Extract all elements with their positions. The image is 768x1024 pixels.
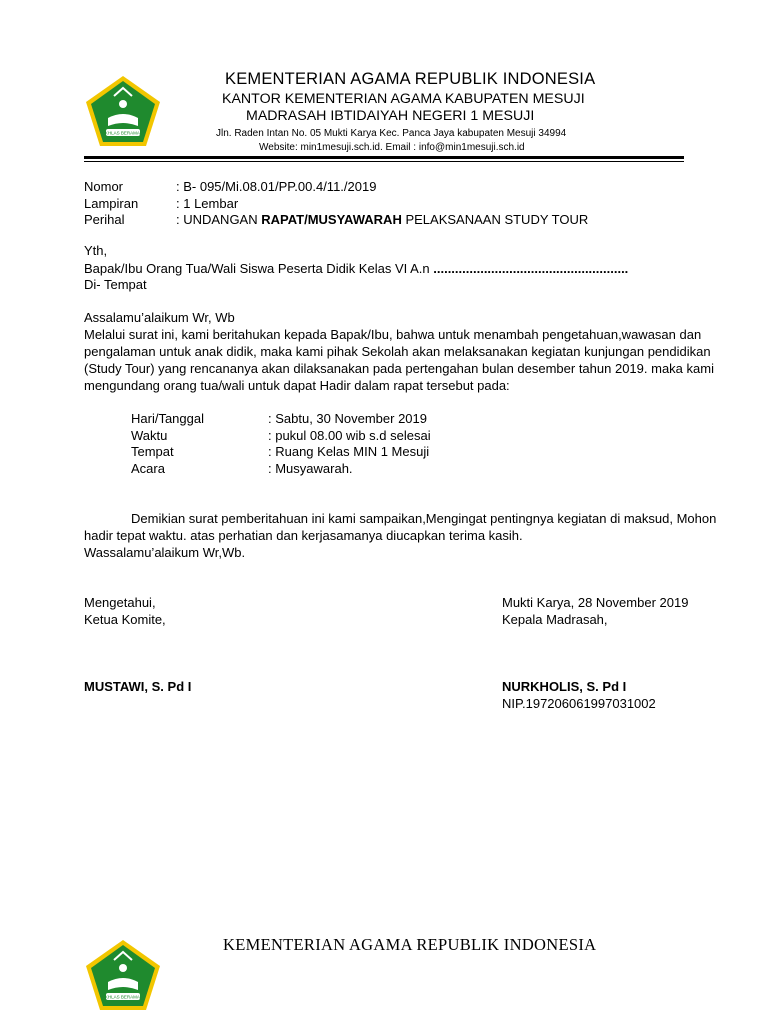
letterhead-office: KANTOR KEMENTERIAN AGAMA KABUPATEN MESUJI [222,91,585,107]
detail-label: Tempat [131,444,174,459]
sign-left-line-2: Ketua Komite, [84,612,166,627]
closing-line-1: Demikian surat pemberitahuan ini kami sampaikan,Mengingat pentingnya kegiatan di maksud, Mohon [131,511,717,526]
letterhead-contact: Website: min1mesuji.sch.id. Email : info@min1mesuji.sch.id [259,142,525,153]
footer-ministry-title: KEMENTERIAN AGAMA REPUBLIK INDONESIA [223,935,597,954]
perihal-bold: RAPAT/MUSYAWARAH [261,212,402,227]
closing-line-2: hadir tepat waktu. atas perhatian dan kerjasamanya diucapkan terima kasih. [84,528,523,543]
recipient-name: Bapak/Ibu Orang Tua/Wali Siswa Peserta Didik Kelas VI A.n [84,261,434,276]
salutation-yth: Yth, [84,243,108,258]
detail-value: : Musyawarah. [268,461,353,476]
recipient-line [84,261,628,278]
ministry-logo-bottom-icon [84,938,162,1012]
sign-right-name: NURKHOLIS, S. Pd I [502,679,627,694]
intro-line-4: mengundang orang tua/wali untuk dapat Hadir dalam rapat tersebut pada: [84,378,510,393]
letterhead-divider-thick [84,156,684,159]
sign-right-nip: NIP.197206061997031002 [502,696,656,711]
intro-line-1: Melalui surat ini, kami beritahukan kepada Bapak/Ibu, bahwa untuk menambah pengetahuan,wawasan dan [84,327,702,342]
sign-right-line-1: Mukti Karya, 28 November 2019 [502,595,689,610]
lampiran-value: : 1 Lembar [176,196,239,211]
perihal-label: Perihal [84,212,125,227]
perihal-value [176,212,588,227]
sign-left-name: MUSTAWI, S. Pd I [84,679,192,694]
letterhead-school: MADRASAH IBTIDAIYAH NEGERI 1 MESUJI [246,108,535,124]
logo-ribbon-text: IKHLAS BERAMAL [103,130,143,136]
detail-value: : pukul 08.00 wib s.d selesai [268,428,431,443]
closing-line-3: Wassalamu’alaikum Wr,Wb. [84,545,246,560]
detail-value: : Ruang Kelas MIN 1 Mesuji [268,444,430,459]
recipient-place: Di- Tempat [84,277,147,292]
detail-value: : Sabtu, 30 November 2019 [268,411,427,426]
letterhead-divider-thin [84,161,684,162]
lampiran-label: Lampiran [84,196,139,211]
nomor-value: : B- 095/Mi.08.01/PP.00.4/11./2019 [176,179,377,194]
detail-label: Acara [131,461,165,476]
sign-left-line-1: Mengetahui, [84,595,156,610]
sign-right-line-2: Kepala Madrasah, [502,612,608,627]
intro-line-2: pengalaman untuk anak didik, maka kami pihak Sekolah akan melaksanakan kegiatan kunjungan pendidikan [84,344,711,359]
intro-line-3: (Study Tour) yang rencananya akan dilaksanakan pada pertengahan bulan desember tahun 2019. maka kami [84,361,714,376]
perihal-suffix: PELAKSANAAN STUDY TOUR [401,212,589,227]
letterhead-address: Jln. Raden Intan No. 05 Mukti Karya Kec. Panca Jaya kabupaten Mesuji 34994 [216,128,567,139]
nomor-label: Nomor [84,179,124,194]
logo-ribbon-text-bottom: IKHLAS BERAMAL [103,994,143,1000]
perihal-prefix: : UNDANGAN [176,212,262,227]
detail-label: Hari/Tanggal [131,411,204,426]
detail-label: Waktu [131,428,168,443]
letterhead-ministry: KEMENTERIAN AGAMA REPUBLIK INDONESIA [225,70,596,88]
ministry-logo-icon [84,74,162,148]
recipient-blank: ...................................................... [433,261,629,276]
greeting: Assalamu’alaikum Wr, Wb [84,310,235,325]
